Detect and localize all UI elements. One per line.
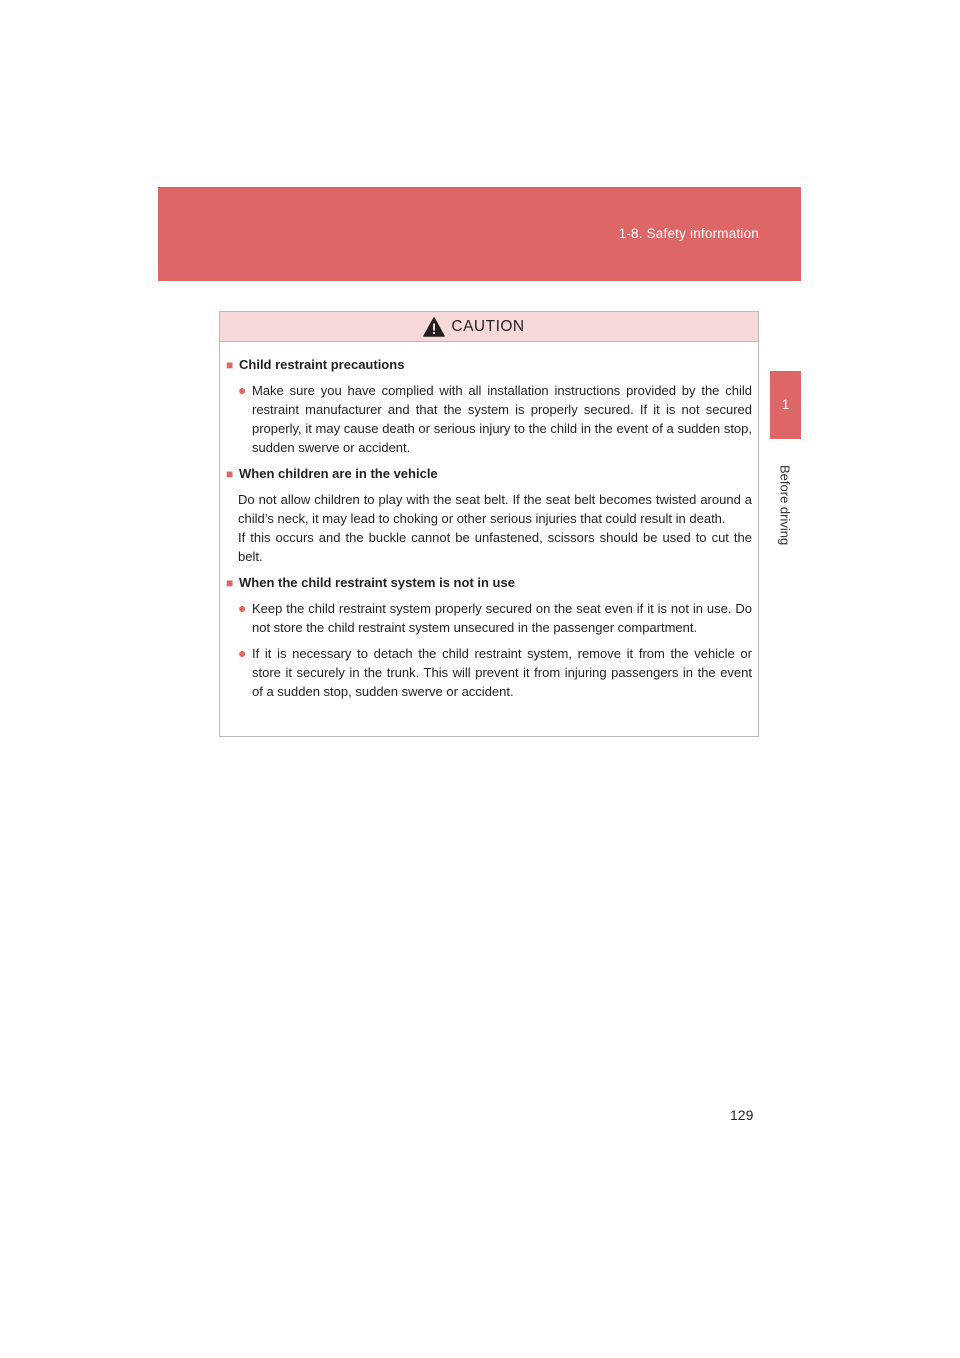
caution-box xyxy=(219,311,759,737)
paragraph: If this occurs and the buckle cannot be unfastened, scissors should be used to cut the belt. xyxy=(238,530,752,564)
chapter-label: Before driving xyxy=(777,465,793,546)
square-bullet-icon: ■ xyxy=(226,358,234,372)
circle-bullet-icon: ● xyxy=(238,382,247,398)
circle-bullet-icon: ● xyxy=(238,600,247,616)
circle-bullet-icon: ● xyxy=(238,645,247,661)
list-item: ● Make sure you have complied with all installation instructions provided by the child restraint manufacturer and that the system is properly secured. If it is not secured properly, it may cause death or serious injury to the child in the event of a sudden stop, sudden swerve or accident. xyxy=(238,382,752,455)
section-title: 1-8. Safety information xyxy=(618,226,759,241)
square-bullet-icon: ■ xyxy=(226,467,234,481)
caution-header xyxy=(220,312,758,342)
caution-body xyxy=(220,342,758,701)
paragraph: Do not allow children to play with the seat belt. If the seat belt becomes twisted around a child’s neck, it may lead to choking or other serious injuries that could result in death. xyxy=(238,492,752,526)
list-item: ● Keep the child restraint system properly secured on the seat even if it is not in use. Do not store the child restraint system unsecured in the passenger compartment. xyxy=(238,600,752,635)
chapter-tab xyxy=(770,371,801,439)
section-header-band xyxy=(158,187,801,281)
section-child-restraint-not-in-use xyxy=(226,573,752,701)
section-heading: When children are in the vehicle xyxy=(239,466,438,481)
section-heading: Child restraint precautions xyxy=(239,357,405,372)
chapter-number: 1 xyxy=(781,396,790,412)
section-heading: When the child restraint system is not in use xyxy=(239,575,515,590)
list-item: ● If it is necessary to detach the child restraint system, remove it from the vehicle or store it securely in the trunk. This will prevent it from injuring passengers in the event of a sudden stop, sudden swerve or accident. xyxy=(238,645,752,699)
page-number: 129 xyxy=(730,1107,754,1123)
caution-title: CAUTION xyxy=(451,317,525,335)
square-bullet-icon: ■ xyxy=(226,576,234,590)
section-children-in-vehicle xyxy=(226,464,752,566)
section-child-restraint-precautions xyxy=(226,355,752,457)
warning-icon xyxy=(423,317,445,337)
